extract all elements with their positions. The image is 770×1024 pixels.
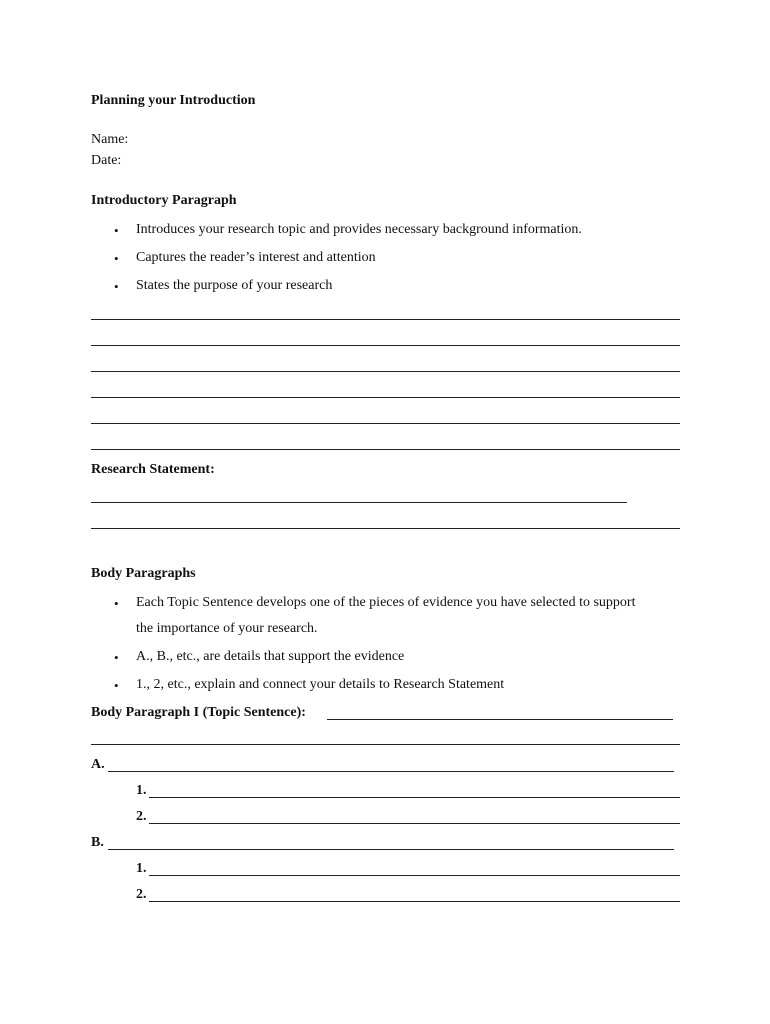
- intro-bullet-1: Introduces your research topic and provides necessary background information.: [136, 222, 582, 237]
- date-label: Date:: [91, 153, 122, 168]
- body-bullet-3: 1., 2, etc., explain and connect your details to Research Statement: [136, 677, 505, 692]
- topic-sentence-line[interactable]: [327, 719, 673, 720]
- body-bullet-1: Each Topic Sentence develops one of the pieces of evidence you have selected to support: [136, 595, 636, 610]
- bullet-glyph: •: [114, 596, 119, 611]
- writing-line[interactable]: [91, 449, 680, 450]
- explain-2-label: 2.: [136, 887, 147, 902]
- writing-line[interactable]: [91, 397, 680, 398]
- explain-1-label: 1.: [136, 783, 147, 798]
- body-heading: Body Paragraphs: [91, 566, 196, 581]
- explain-1-label: 1.: [136, 861, 147, 876]
- bullet-glyph: •: [114, 678, 119, 693]
- body-paragraph-1-label: Body Paragraph I (Topic Sentence):: [91, 705, 306, 720]
- intro-bullet-2: Captures the reader’s interest and attention: [136, 250, 376, 265]
- explain-1-line[interactable]: [149, 797, 680, 798]
- writing-line[interactable]: [91, 319, 680, 320]
- explain-1-line[interactable]: [149, 875, 680, 876]
- research-statement-label: Research Statement:: [91, 462, 215, 477]
- writing-line[interactable]: [91, 744, 680, 745]
- explain-2-line[interactable]: [149, 901, 680, 902]
- explain-2-line[interactable]: [149, 823, 680, 824]
- writing-line[interactable]: [91, 423, 680, 424]
- detail-a-line[interactable]: [108, 771, 674, 772]
- writing-line[interactable]: [91, 345, 680, 346]
- detail-b-line[interactable]: [108, 849, 674, 850]
- intro-bullet-3: States the purpose of your research: [136, 278, 333, 293]
- name-label: Name:: [91, 132, 129, 147]
- writing-line[interactable]: [91, 371, 680, 372]
- page-title: Planning your Introduction: [91, 93, 256, 108]
- body-bullet-2: A., B., etc., are details that support the evidence: [136, 649, 405, 664]
- detail-a-label: A.: [91, 757, 105, 772]
- detail-b-label: B.: [91, 835, 104, 850]
- body-bullet-1-cont: the importance of your research.: [136, 621, 318, 636]
- intro-heading: Introductory Paragraph: [91, 193, 237, 208]
- writing-line[interactable]: [91, 528, 680, 529]
- bullet-glyph: •: [114, 650, 119, 665]
- writing-line[interactable]: [91, 502, 627, 503]
- explain-2-label: 2.: [136, 809, 147, 824]
- bullet-glyph: •: [114, 279, 119, 294]
- bullet-glyph: •: [114, 223, 119, 238]
- bullet-glyph: •: [114, 251, 119, 266]
